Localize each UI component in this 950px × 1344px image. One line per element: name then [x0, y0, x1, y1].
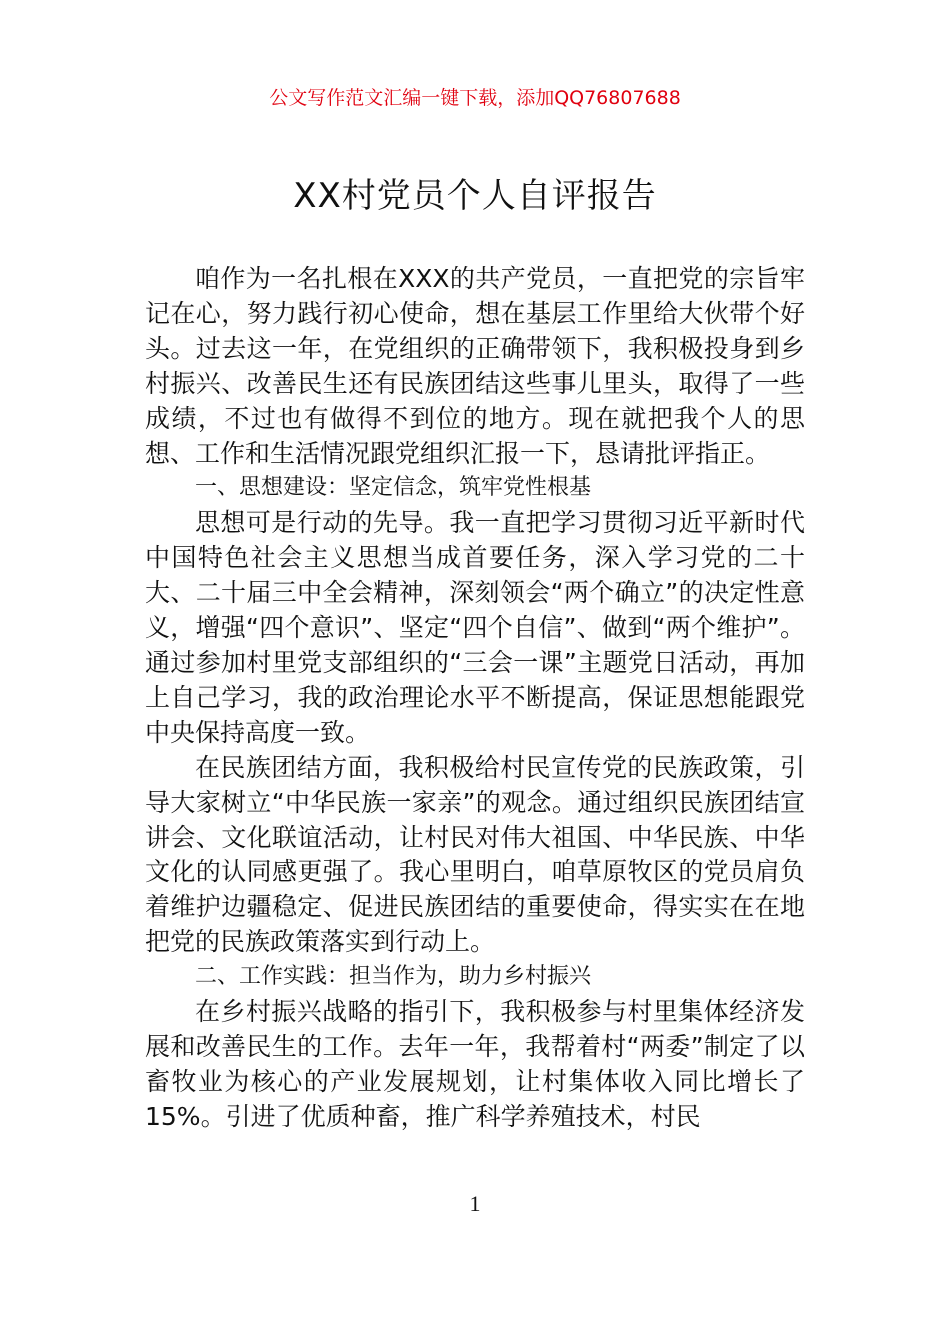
section2-paragraph-1: 在乡村振兴战略的指引下，我积极参与村里集体经济发展和改善民生的工作。去年一年，我帮着村“两委”制定了以畜牧业为核心的产业发展规划，让村集体收入同比增长了15%。引进了优质种畜，推广科学养殖技术，村民: [145, 997, 805, 1131]
section-heading-1: 一、思想建设：坚定信念，筑牢党性根基: [195, 475, 592, 501]
document-body: [145, 262, 805, 1135]
document-title: XX村党员个人自评报告: [293, 176, 657, 216]
section-heading-2: 二、工作实践：担当作为，助力乡村振兴: [195, 964, 592, 990]
header-banner: 公文写作范文汇编一键下载，添加QQ76807688: [269, 87, 681, 109]
intro-paragraph: 咱作为一名扎根在XXX的共产党员，一直把党的宗旨牢记在心，努力践行初心使命，想在基层工作里给大伙带个好头。过去这一年，在党组织的正确带领下，我积极投身到乡村振兴、改善民生还有民族团结这些事儿里头，取得了一些成绩，不过也有做得不到位的地方。现在就把我个人的思想、工作和生活情况跟党组织汇报一下，恳请批评指正。: [145, 264, 805, 468]
section1-paragraph-1: 思想可是行动的先导。我一直把学习贯彻习近平新时代中国特色社会主义思想当成首要任务，深入学习党的二十大、二十届三中全会精神，深刻领会“两个确立”的决定性意义，增强“四个意识”、坚定“四个自信”、做到“两个维护”。通过参加村里党支部组织的“三会一课”主题党日活动，再加上自己学习，我的政治理论水平不断提高，保证思想能跟党中央保持高度一致。: [145, 508, 805, 747]
section1-paragraph-2: 在民族团结方面，我积极给村民宣传党的民族政策，引导大家树立“中华民族一家亲”的观念。通过组织民族团结宣讲会、文化联谊活动，让村民对伟大祖国、中华民族、中华文化的认同感更强了。我心里明白，咱草原牧区的党员肩负着维护边疆稳定、促进民族团结的重要使命，得实实在在地把党的民族政策落实到行动上。: [145, 752, 805, 957]
page-number: 1: [469, 1191, 481, 1216]
